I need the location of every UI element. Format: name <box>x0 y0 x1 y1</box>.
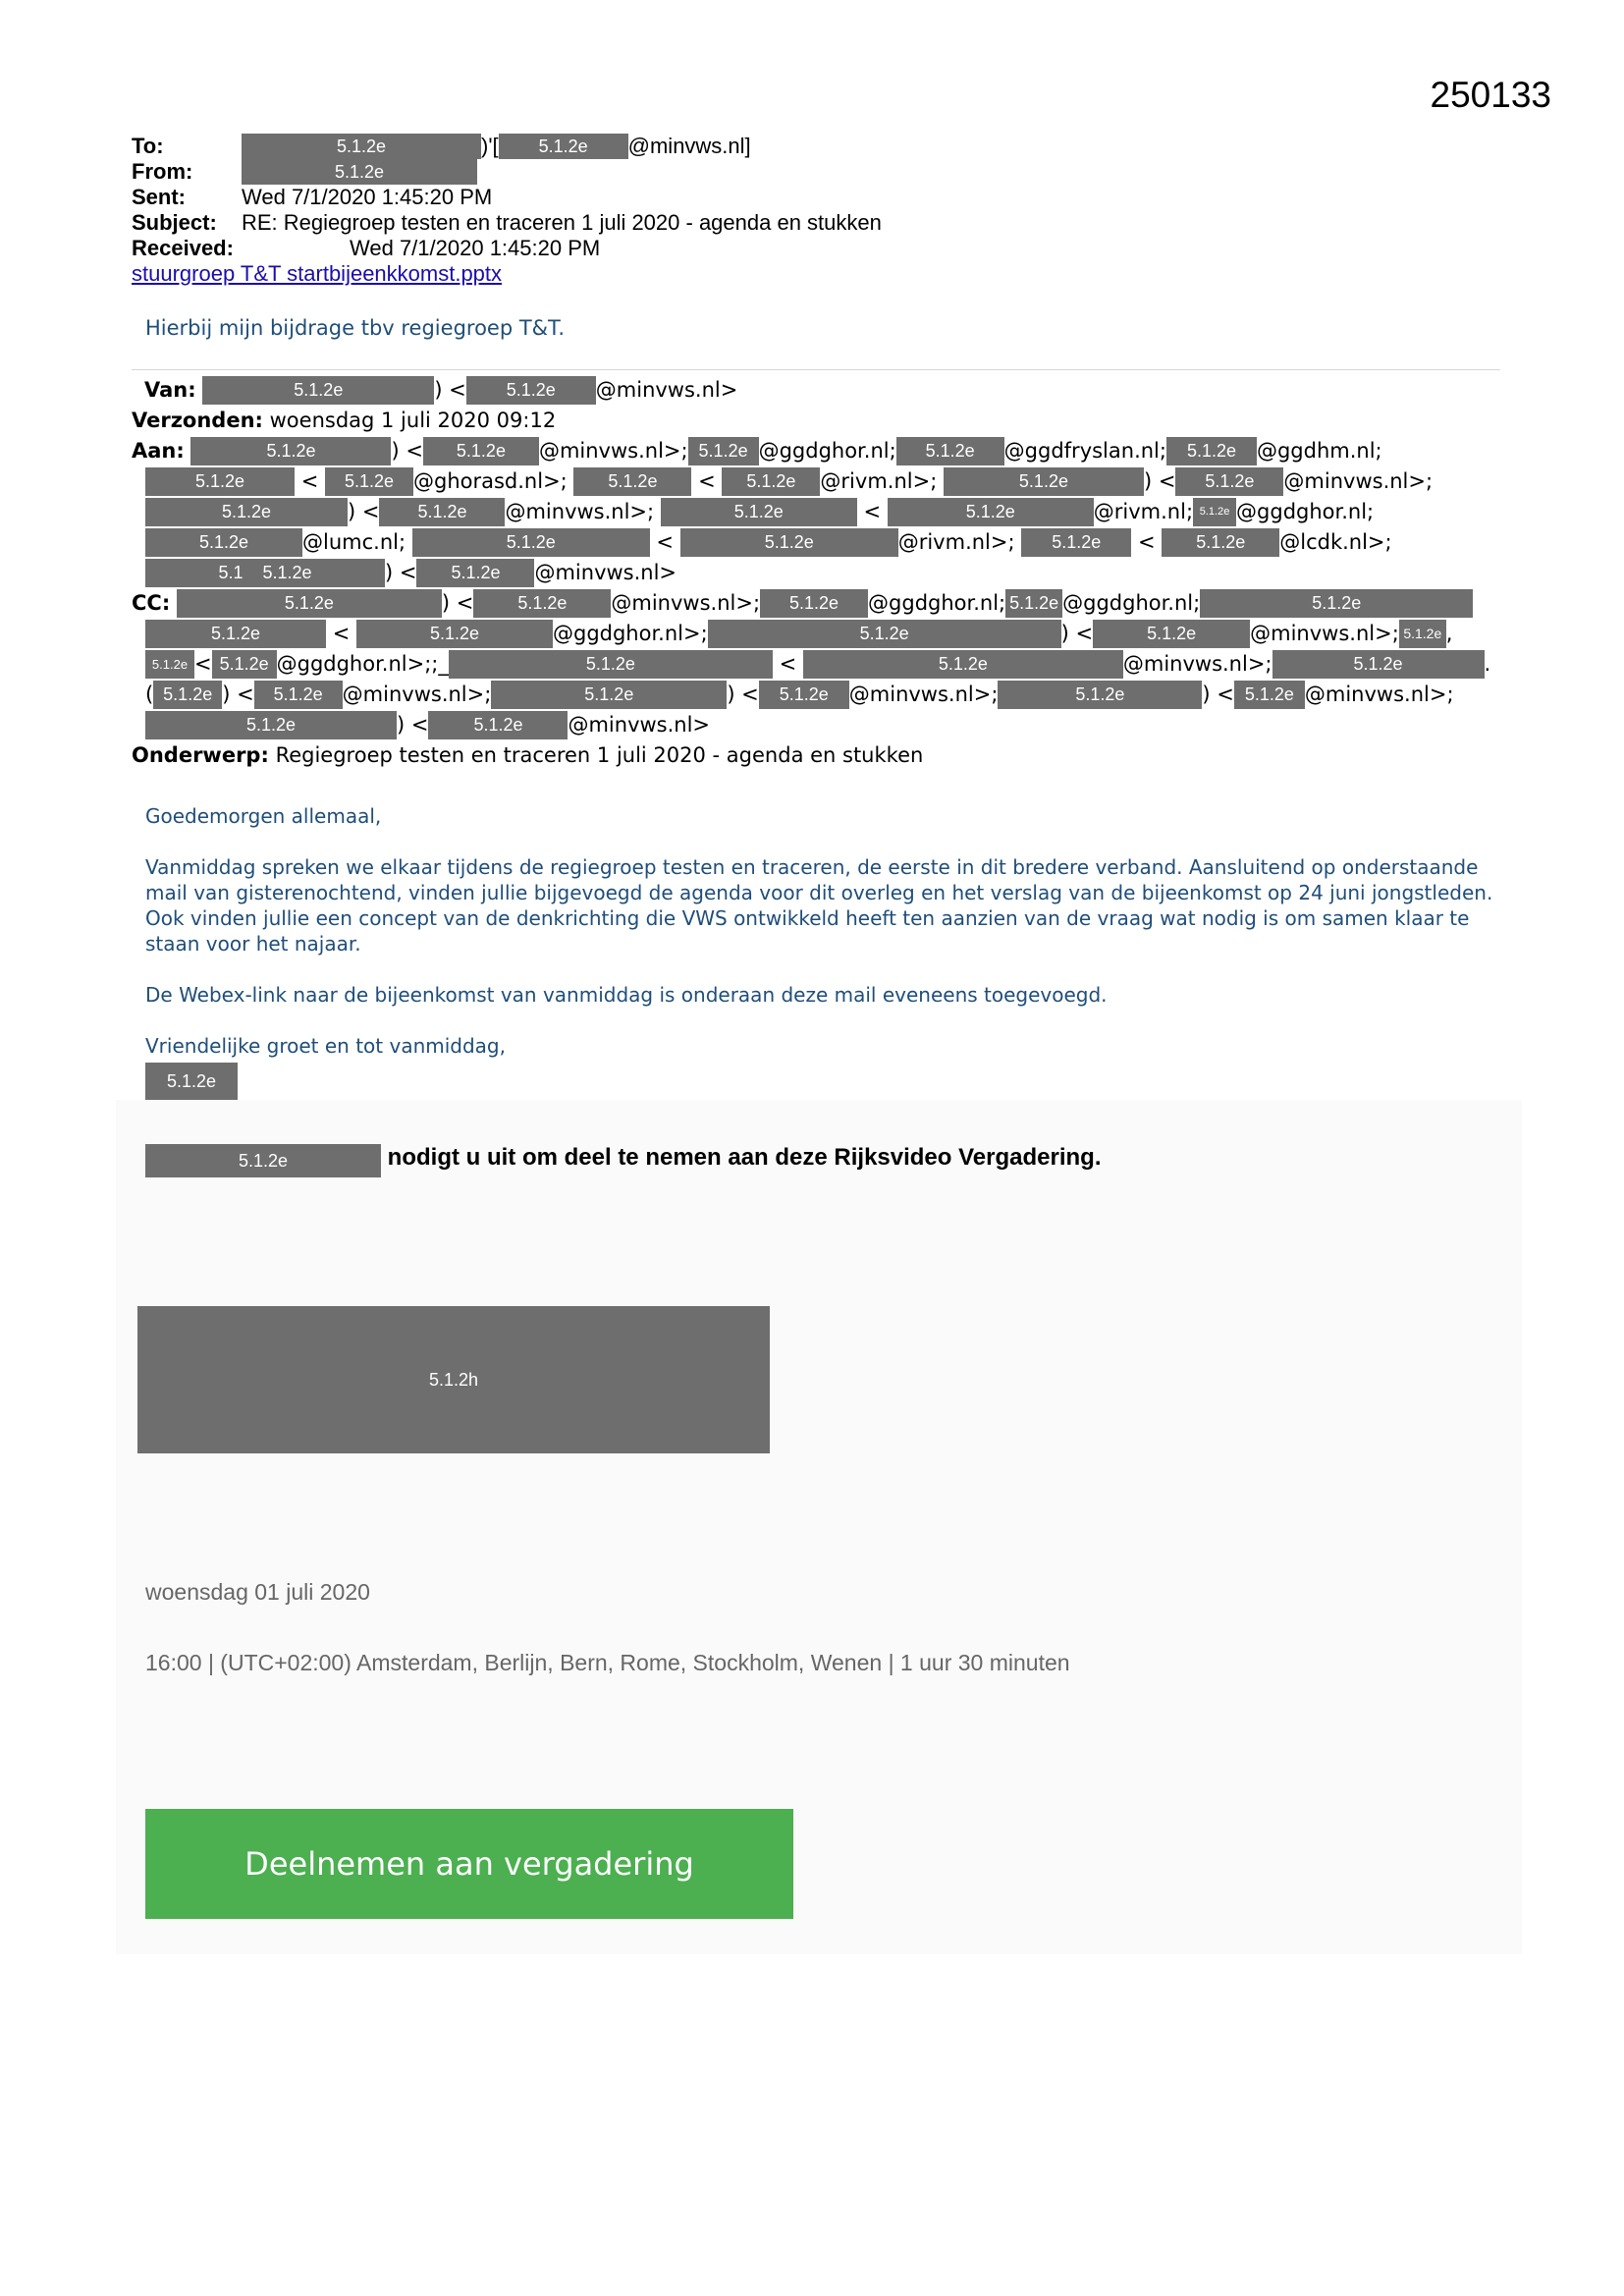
cc-line-1: CC: 5.1.2e ) < 5.1.2e @minvws.nl>; 5.1.2e @ggdghor.nl; 5.1.2e @ggdghor.nl; 5.1.2e <box>132 588 1506 619</box>
aan-line-5: 5.1 5.1.2e ) < 5.1.2e @minvws.nl> <box>132 558 1506 588</box>
redaction-block: 5.1.2e <box>1399 620 1446 648</box>
redaction-block: 5.1.2e <box>896 437 1004 465</box>
redaction-block: 5.1.2e <box>1193 498 1236 526</box>
join-meeting-button[interactable]: Deelnemen aan vergadering <box>145 1809 793 1919</box>
redaction-block: 5.1.2e <box>202 376 434 405</box>
document-number: 250133 <box>1430 75 1551 115</box>
sent-row <box>132 185 502 210</box>
closing: Vriendelijke groet en tot vanmiddag, <box>145 1034 506 1058</box>
verzonden-label: Verzonden: <box>132 409 263 432</box>
cc-line-3: 5.1.2e < 5.1.2e @ggdghor.nl>;;_ 5.1.2e < 5.1.2e @minvws.nl>; 5.1.2e . <box>132 649 1506 680</box>
redaction-block: 5.1.2e <box>145 498 348 526</box>
to-row: To: 5.1.2e )'[ 5.1.2e @minvws.nl] <box>132 134 751 158</box>
redaction-block: 5.1.2e <box>759 681 849 709</box>
redaction-block: 5.1.2e <box>1021 528 1131 557</box>
redaction-block: 5.1.2e <box>688 437 759 465</box>
redaction-block: 5.1.2e <box>145 650 194 679</box>
redaction-block: 5.1.2e <box>325 467 413 496</box>
redaction-block: 5.1.2e <box>145 467 295 496</box>
from-label: From: <box>132 159 193 184</box>
redaction-block: 5.1.2e <box>1272 650 1485 679</box>
received-label: Received: <box>132 236 234 260</box>
cc-line-2: 5.1.2e < 5.1.2e @ggdghor.nl>; 5.1.2e ) < 5.1.2e @minvws.nl>; 5.1.2e , <box>132 619 1506 649</box>
paragraph-2: De Webex-link naar de bijeenkomst van vanmiddag is onderaan deze mail eveneens toegevoegd. <box>145 983 1108 1007</box>
received-row <box>132 236 601 261</box>
to-domain: @minvws.nl] <box>627 134 751 158</box>
sent-value: Wed 7/1/2020 1:45:20 PM <box>242 185 493 209</box>
redaction-block: 5.1.2e <box>466 376 596 405</box>
onderwerp-value: Regiegroep testen en traceren 1 juli 2020 - agenda en stukken <box>275 743 924 767</box>
redaction-block: 5.1.2e <box>242 134 481 159</box>
sent-label: Sent: <box>132 185 186 209</box>
aan-line-3: 5.1.2e ) < 5.1.2e @minvws.nl>; 5.1.2e < 5.1.2e @rivm.nl; 5.1.2e @ggdghor.nl; <box>132 497 1506 527</box>
redaction-block: 5.1.2e <box>499 134 628 159</box>
redaction-block: 5.1.2e <box>449 650 773 679</box>
onderwerp-line <box>132 740 1506 771</box>
van-label: Van: <box>144 378 196 402</box>
redaction-block: 5.1.2e <box>145 528 302 557</box>
greeting: Goedemorgen allemaal, <box>145 804 382 828</box>
redaction-block: 5.1.2e <box>573 467 691 496</box>
redaction-block: 5.1.2e <box>177 589 442 618</box>
subject-value: RE: Regiegroep testen en traceren 1 juli 2020 - agenda en stukken <box>242 210 882 235</box>
paragraph-1: Vanmiddag spreken we elkaar tijdens de regiegroep testen en traceren, de eerste in dit bredere verband. Aansluitend op onderstaande mail van gisterenochtend, vinden jullie bijgevoegd de agenda voor dit overleg en het verslag van de bijeenkomst op 24 juni jongstleden. Ook vinden jullie een concept van de denkrichting die VWS ontwikkeld heeft ten aanzien van de vraag wat nodig is om samen klaar te staan voor het najaar. <box>145 855 1493 956</box>
attachment-link[interactable]: stuurgroep T&T startbijeenkkomst.pptx <box>132 261 503 286</box>
redaction-block: 5.1.2e <box>379 498 505 526</box>
cc-label: CC: <box>132 591 171 615</box>
message-body <box>145 803 1500 1100</box>
attachment-row <box>132 261 502 287</box>
redaction-block: 5.1.2e <box>153 681 222 709</box>
verzonden-value: woensdag 1 juli 2020 09:12 <box>269 409 557 432</box>
redaction-block: 5.1.2e <box>803 650 1123 679</box>
separator <box>132 369 1500 370</box>
invite-text: nodigt u uit om deel te nemen aan deze Rijksvideo Vergadering. <box>387 1144 1102 1171</box>
redaction-block: 5.1.2e <box>708 620 1061 648</box>
from-row <box>132 159 502 185</box>
redaction-block: 5.1.2e <box>661 498 857 526</box>
redaction-block: 5.1.2e <box>1175 467 1283 496</box>
redaction-block: 5.1.2e <box>473 589 611 618</box>
redaction-block: 5.1.2e <box>212 650 277 679</box>
received-value: Wed 7/1/2020 1:45:20 PM <box>350 236 601 260</box>
invite-line <box>145 1144 1102 1177</box>
to-label: To: <box>132 134 164 158</box>
email-header <box>132 134 882 287</box>
subject-row <box>132 210 882 236</box>
onderwerp-label: Onderwerp: <box>132 743 269 767</box>
cc-line-4: ( 5.1.2e ) < 5.1.2e @minvws.nl>; 5.1.2e ) < 5.1.2e @minvws.nl>; 5.1.2e ) < 5.1.2e @minvws.nl>; <box>132 680 1506 710</box>
redaction-block: 5.1.2e <box>254 681 343 709</box>
van-line: Van: 5.1.2e ) < 5.1.2e @minvws.nl> <box>132 375 1506 406</box>
redaction-block: 5.1.2e <box>190 437 391 465</box>
redaction-block: 5.1.2e <box>1162 528 1279 557</box>
aan-label: Aan: <box>132 439 185 463</box>
redaction-block: 5.1.2e <box>722 467 820 496</box>
meeting-time: 16:00 | (UTC+02:00) Amsterdam, Berlijn, Bern, Rome, Stockholm, Wenen | 1 uur 30 minuten <box>145 1650 1070 1675</box>
redaction-block: 5.1.2e <box>416 559 534 587</box>
redaction-block: 5.1.2e <box>356 620 553 648</box>
redaction-block: 5.1.2e <box>944 467 1144 496</box>
redaction-block: 5.1.2e <box>760 589 868 618</box>
subject-label: Subject: <box>132 210 217 235</box>
signature-redaction: 5.1.2e <box>145 1063 238 1100</box>
redaction-block: 5.1.2e <box>888 498 1094 526</box>
redacted-image: 5.1.2h <box>137 1306 770 1453</box>
redaction-block: 5.1.2e <box>1234 681 1305 709</box>
redaction-block: 5.1.2e <box>1005 589 1062 618</box>
redaction-block: 5.1.2e <box>491 681 727 709</box>
redaction-block: 5.1 5.1.2e <box>145 559 385 587</box>
meeting-date: woensdag 01 juli 2020 <box>145 1579 370 1605</box>
redaction-block: 5.1.2e <box>680 528 898 557</box>
redaction-block: 5.1.2e <box>423 437 539 465</box>
redaction-block: 5.1.2e <box>1093 620 1250 648</box>
reply-text: Hierbij mijn bijdrage tbv regiegroep T&T. <box>145 316 566 340</box>
aan-line-2: 5.1.2e < 5.1.2e @ghorasd.nl>; 5.1.2e < 5.1.2e @rivm.nl>; 5.1.2e ) < 5.1.2e @minvws.nl>; <box>132 466 1506 497</box>
redaction-block: 5.1.2e <box>428 711 568 739</box>
redaction-block: 5.1.2e <box>998 681 1202 709</box>
redaction-block: 5.1.2e <box>145 620 326 648</box>
forwarded-header <box>132 375 1506 771</box>
redaction-block: 5.1.2e <box>1166 437 1257 465</box>
redaction-block: 5.1.2e <box>242 159 477 185</box>
redaction-block: 5.1.2e <box>145 1144 381 1177</box>
aan-line-1: Aan: 5.1.2e ) < 5.1.2e @minvws.nl>; 5.1.2e @ggdghor.nl; 5.1.2e @ggdfryslan.nl; 5.1.2e @ggdhm.nl; <box>132 436 1506 466</box>
redaction-block: 5.1.2e <box>412 528 650 557</box>
verzonden-line <box>132 406 1506 436</box>
redaction-block: 5.1.2e <box>1200 589 1473 618</box>
aan-line-4: 5.1.2e @lumc.nl; 5.1.2e < 5.1.2e @rivm.nl>; 5.1.2e < 5.1.2e @lcdk.nl>; <box>132 527 1506 558</box>
cc-line-5: 5.1.2e ) < 5.1.2e @minvws.nl> <box>132 710 1506 740</box>
redaction-block: 5.1.2e <box>145 711 397 739</box>
